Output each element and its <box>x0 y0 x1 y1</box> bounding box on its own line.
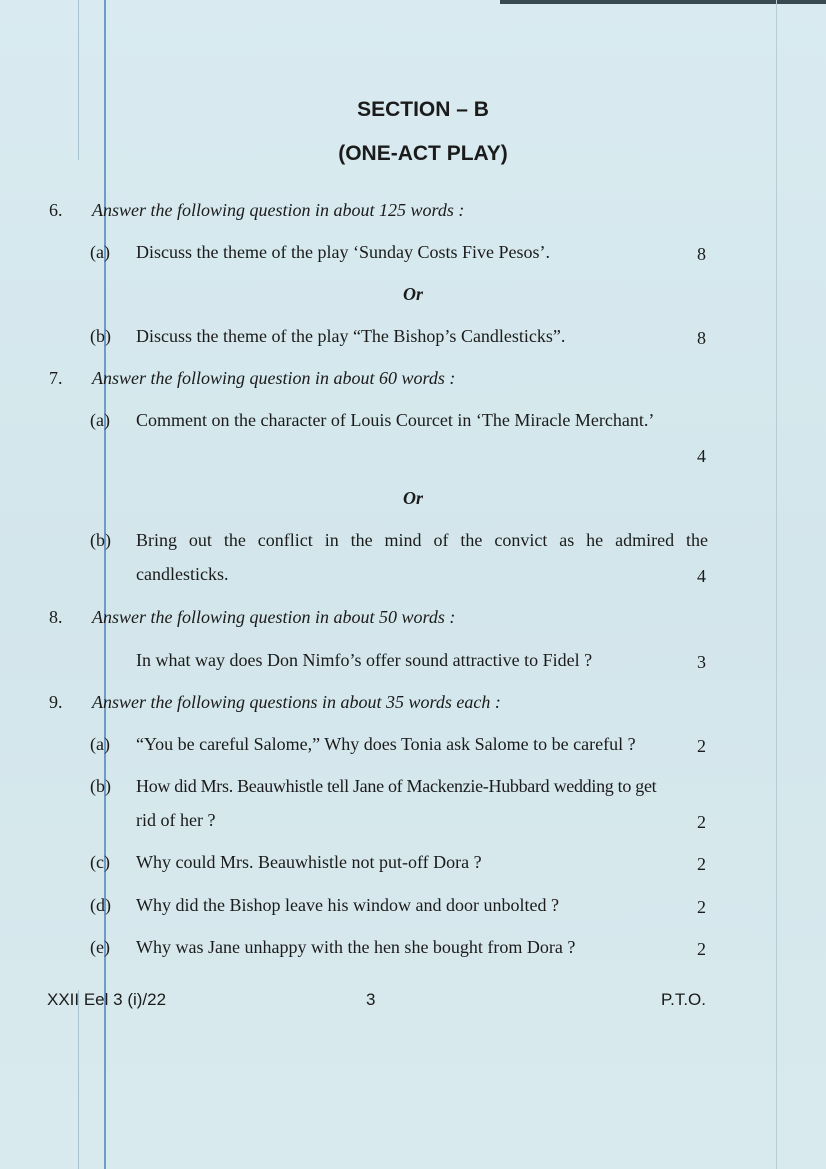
section-subtitle: (ONE-ACT PLAY) <box>338 142 508 165</box>
or-separator: Or <box>402 488 423 508</box>
part-label: (b) <box>90 530 111 550</box>
fold-line-top <box>78 0 79 160</box>
part-text: Why could Mrs. Beauwhistle not put-off Dora ? <box>136 852 482 872</box>
marks: 3 <box>697 652 706 672</box>
part-label: (b) <box>90 326 111 346</box>
part-text: Why did the Bishop leave his window and door unbolted ? <box>136 895 559 915</box>
part-text-line2: rid of her ? <box>136 810 216 830</box>
part-label: (e) <box>90 937 110 957</box>
paper-code: XXII Eel 3 (i)/22 <box>47 990 167 1009</box>
question-instruction: Answer the following questions in about 35 words each : <box>92 692 501 712</box>
part-label: (c) <box>90 852 110 872</box>
part-text: Discuss the theme of the play “The Bishop’s Candlesticks”. <box>136 326 566 346</box>
marks: 2 <box>697 897 706 917</box>
scan-edge <box>500 0 826 4</box>
part-label: (a) <box>90 734 110 754</box>
part-text-line1: How did Mrs. Beauwhistle tell Jane of Mackenzie-Hubbard wedding to get <box>136 776 657 796</box>
marks: 2 <box>697 939 706 959</box>
question-number: 7. <box>49 368 63 388</box>
marks: 2 <box>697 812 706 832</box>
part-text: Why was Jane unhappy with the hen she bought from Dora ? <box>136 937 576 957</box>
or-separator: Or <box>402 284 423 304</box>
section-title: SECTION – B <box>357 98 489 121</box>
question-instruction: Answer the following question in about 125 words : <box>92 200 465 220</box>
question-number: 6. <box>49 200 63 220</box>
part-label: (a) <box>90 242 110 262</box>
part-text-line1: Bring out the conflict in the mind of the convict as he admired the <box>136 530 708 550</box>
part-text-line2: candlesticks. <box>136 564 229 584</box>
part-text: Discuss the theme of the play ‘Sunday Costs Five Pesos’. <box>136 242 550 262</box>
part-text: “You be careful Salome,” Why does Tonia ask Salome to be careful ? <box>136 734 636 754</box>
marks: 8 <box>697 328 706 348</box>
fold-line-bottom <box>78 990 79 1169</box>
page-number: 3 <box>366 990 376 1009</box>
marks: 4 <box>697 446 706 466</box>
question-instruction: Answer the following question in about 60 words : <box>92 368 456 388</box>
part-label: (a) <box>90 410 110 430</box>
question-instruction: Answer the following question in about 50 words : <box>92 607 456 627</box>
marks: 8 <box>697 244 706 264</box>
question-number: 8. <box>49 607 63 627</box>
marks: 2 <box>697 736 706 756</box>
marks: 2 <box>697 854 706 874</box>
please-turn-over: P.T.O. <box>660 990 706 1009</box>
marks: 4 <box>697 566 706 586</box>
part-label: (b) <box>90 776 111 796</box>
question-number: 9. <box>49 692 63 712</box>
right-margin-line <box>776 0 777 1169</box>
part-label: (d) <box>90 895 111 915</box>
part-text: Comment on the character of Louis Courcet in ‘The Miracle Merchant.’ <box>136 410 655 430</box>
question-text: In what way does Don Nimfo’s offer sound attractive to Fidel ? <box>136 650 593 670</box>
